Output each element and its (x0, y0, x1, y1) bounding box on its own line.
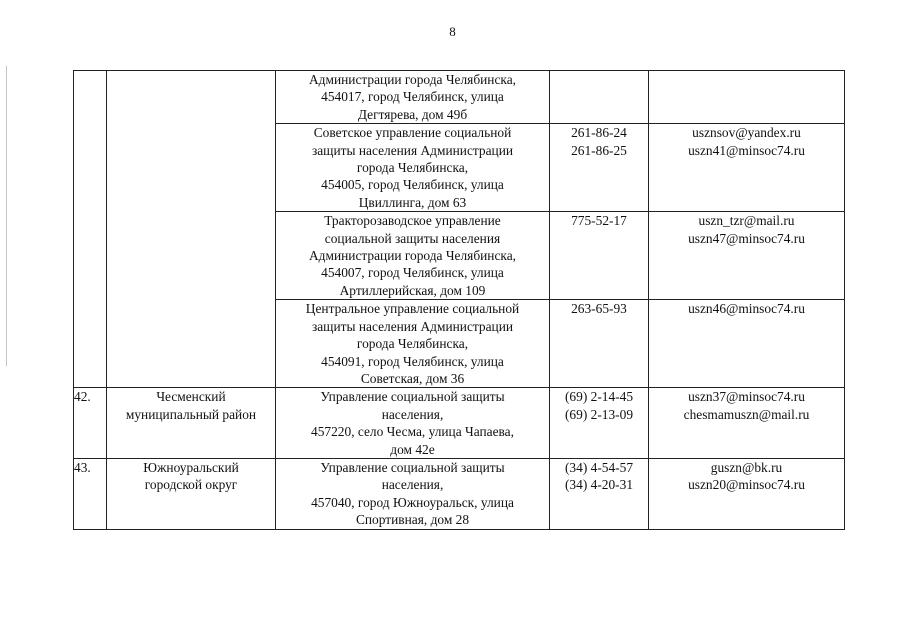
org-line: Тракторозаводское управление (324, 213, 501, 229)
phone-line: 261-86-24 (571, 125, 627, 141)
organization-cell (276, 300, 550, 388)
org-line: Цвиллинга, дом 63 (358, 194, 467, 210)
email-line: uszn46@minsoc74.ru (688, 301, 805, 317)
phone-line: (69) 2-13-09 (564, 406, 634, 422)
org-line: населения, (381, 477, 444, 493)
phone-line: (34) 4-20-31 (564, 477, 634, 493)
phone-line: 775-52-17 (571, 213, 627, 229)
org-line: Советская, дом 36 (360, 370, 465, 386)
org-line: Администрации города Челябинска, (308, 248, 517, 264)
organization-cell (276, 388, 550, 459)
district-line: Южноуральский (143, 459, 239, 475)
phone-cell (550, 71, 649, 124)
phone-line: 263-65-93 (571, 301, 627, 317)
email-line: uszn47@minsoc74.ru (688, 230, 805, 246)
email-line: uszn37@minsoc74.ru (688, 389, 805, 405)
org-line: Управление социальной защиты (320, 389, 505, 405)
org-line: защиты населения Администрации (311, 142, 514, 158)
organization-cell (276, 71, 550, 124)
row-number-cell: 43. (74, 458, 107, 529)
phone-line: (69) 2-14-45 (564, 389, 634, 405)
org-line: города Челябинска, (356, 336, 469, 352)
phone-line: 261-86-25 (571, 142, 627, 158)
org-line: 454017, город Челябинск, улица (321, 89, 504, 105)
phone-cell (550, 300, 649, 388)
org-line: 457040, город Южноуральск, улица (311, 494, 514, 510)
org-line: 457220, село Чесма, улица Чапаева, (311, 424, 514, 440)
org-line: Спортивная, дом 28 (355, 512, 470, 528)
email-cell (649, 458, 845, 529)
org-line: Центральное управление социальной (305, 301, 520, 317)
organization-cell (276, 212, 550, 300)
org-line: социальной защиты населения (324, 230, 501, 246)
email-cell (649, 212, 845, 300)
org-line: 454007, город Челябинск, улица (321, 265, 504, 281)
phone-cell (550, 212, 649, 300)
email-line: guszn@bk.ru (710, 459, 783, 475)
email-line: uszn_tzr@mail.ru (698, 213, 795, 229)
org-line: защиты населения Администрации (311, 318, 514, 334)
district-line: Чесменский (156, 389, 226, 405)
page-number: 8 (449, 24, 456, 39)
email-line: uszn41@minsoc74.ru (688, 142, 805, 158)
email-cell (649, 388, 845, 459)
org-line: города Челябинска, (356, 160, 469, 176)
organization-cell (276, 124, 550, 212)
org-line: Советское управление социальной (313, 125, 512, 141)
table-row (74, 458, 845, 529)
row-number-cell: 42. (74, 388, 107, 459)
org-line: 454091, город Челябинск, улица (321, 353, 504, 369)
table-row (74, 71, 845, 124)
scan-margin-line (6, 66, 7, 366)
email-cell (649, 71, 845, 124)
email-cell (649, 124, 845, 212)
email-line: chesmamuszn@mail.ru (683, 406, 810, 422)
phone-cell (550, 124, 649, 212)
district-line: городской округ (144, 477, 238, 493)
org-line: Управление социальной защиты (320, 459, 505, 475)
phone-cell (550, 458, 649, 529)
district-line: муниципальный район (125, 406, 257, 422)
org-line: населения, (381, 406, 444, 422)
table-row (74, 388, 845, 459)
org-line: Администрации города Челябинска, (308, 72, 517, 87)
org-line: 454005, город Челябинск, улица (321, 177, 504, 193)
org-line: Артиллерийская, дом 109 (339, 282, 486, 298)
row-number-cell (74, 71, 107, 388)
org-line: Дегтярева, дом 49б (357, 106, 468, 122)
district-cell (107, 388, 276, 459)
email-line: usznsov@yandex.ru (692, 125, 801, 141)
phone-line: (34) 4-54-57 (564, 459, 634, 475)
district-cell (107, 458, 276, 529)
district-cell (107, 71, 276, 388)
phone-cell (550, 388, 649, 459)
email-cell (649, 300, 845, 388)
organization-cell (276, 458, 550, 529)
org-line: дом 42е (390, 441, 435, 457)
email-line: uszn20@minsoc74.ru (688, 477, 805, 493)
contacts-table (73, 70, 845, 530)
